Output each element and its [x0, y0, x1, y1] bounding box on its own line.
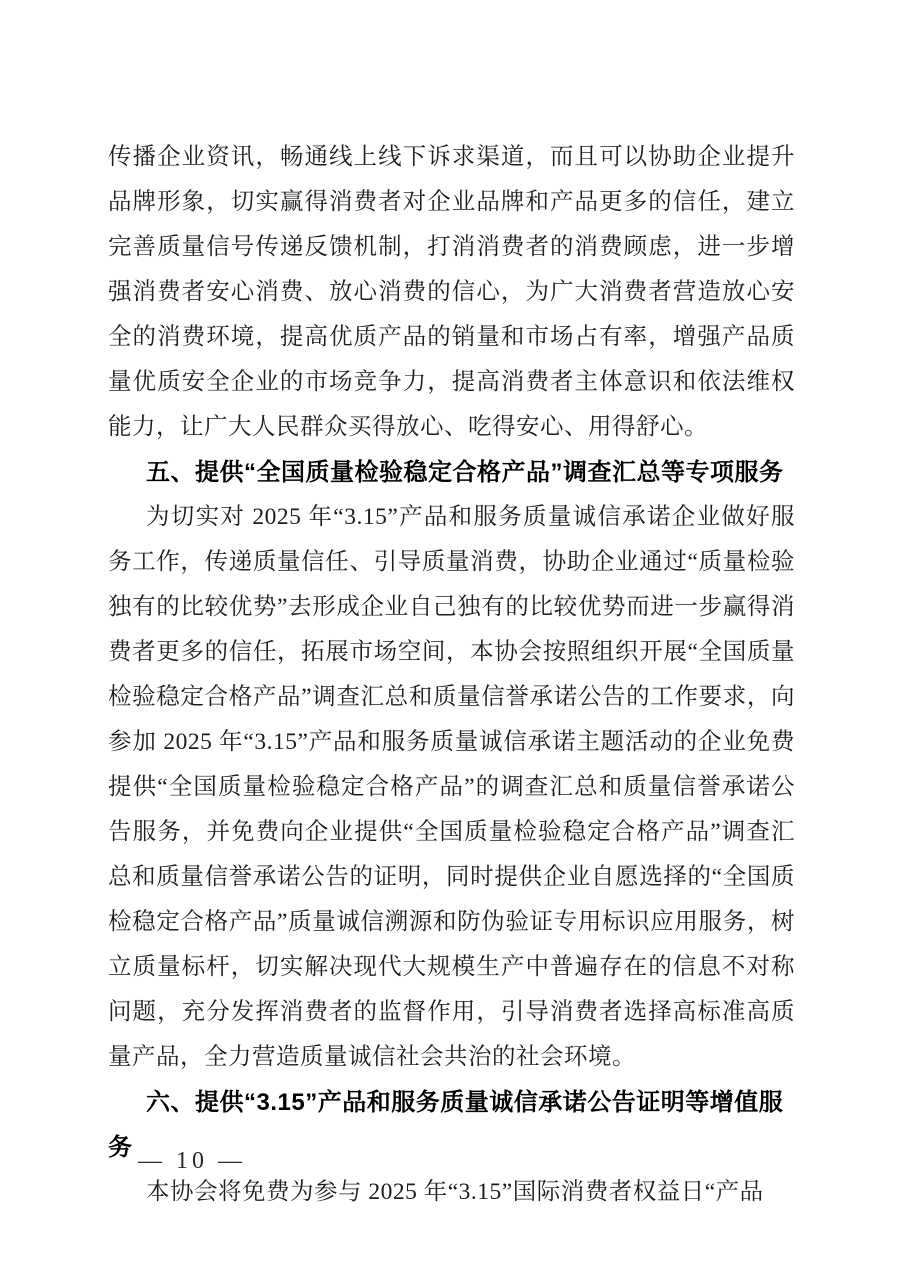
paragraph-section-6: 本协会将免费为参与 2025 年“3.15”国际消费者权益日“产品 [146, 1179, 764, 1205]
paragraph-section-5: 为切实对 2025 年“3.15”产品和服务质量诚信承诺企业做好服务工作，传递质量信任、引导质量消费，协助企业通过“质量检验独有的比较优势”去形成企业自己独有的比较优势而进一步赢得消费者更多的信任，拓展市场空间，本协会按照组织开展“全国质量检验稳定合格产品”调查汇总和质量信誉承诺公告的工作要求，向参加 2025 年“3.15”产品和服务质量诚信承诺主题活动的企业免费提供“全国质量检验稳定合格产品”的调查汇总和质量信誉承诺公告服务，并免费向企业提供“全国质量检验稳定合格产品”调查汇总和质量信誉承诺公告的证明，同时提供企业自愿选择的“全国质检稳定合格产品”质量诚信溯源和防伪验证专用标识应用服务，树立质量标杆，切实解决现代大规模生产中普遍存在的信息不对称问题，充分发挥消费者的监督作用，引导消费者选择高标准高质量产品，全力营造质量诚信社会共治的社会环境。 [108, 504, 795, 1070]
page-number: — 10 — [138, 1148, 246, 1174]
section-heading-6: 六、提供“3.15”产品和服务质量诚信承诺公告证明等增值服务 [108, 1089, 784, 1161]
document-body [108, 135, 795, 1215]
paragraph-continuation: 传播企业资讯，畅通线上线下诉求渠道，而且可以协助企业提升品牌形象，切实赢得消费者对企业品牌和产品更多的信任，建立完善质量信号传递反馈机制，打消消费者的消费顾虑，进一步增强消费者安心消费、放心消费的信心，为广大消费者营造放心安全的消费环境，提高优质产品的销量和市场占有率，增强产品质量优质安全企业的市场竞争力，提高消费者主体意识和依法维权能力，让广大人民群众买得放心、吃得安心、用得舒心。 [108, 144, 795, 440]
section-heading-5: 五、提供“全国质量检验稳定合格产品”调查汇总等专项服务 [146, 459, 784, 486]
